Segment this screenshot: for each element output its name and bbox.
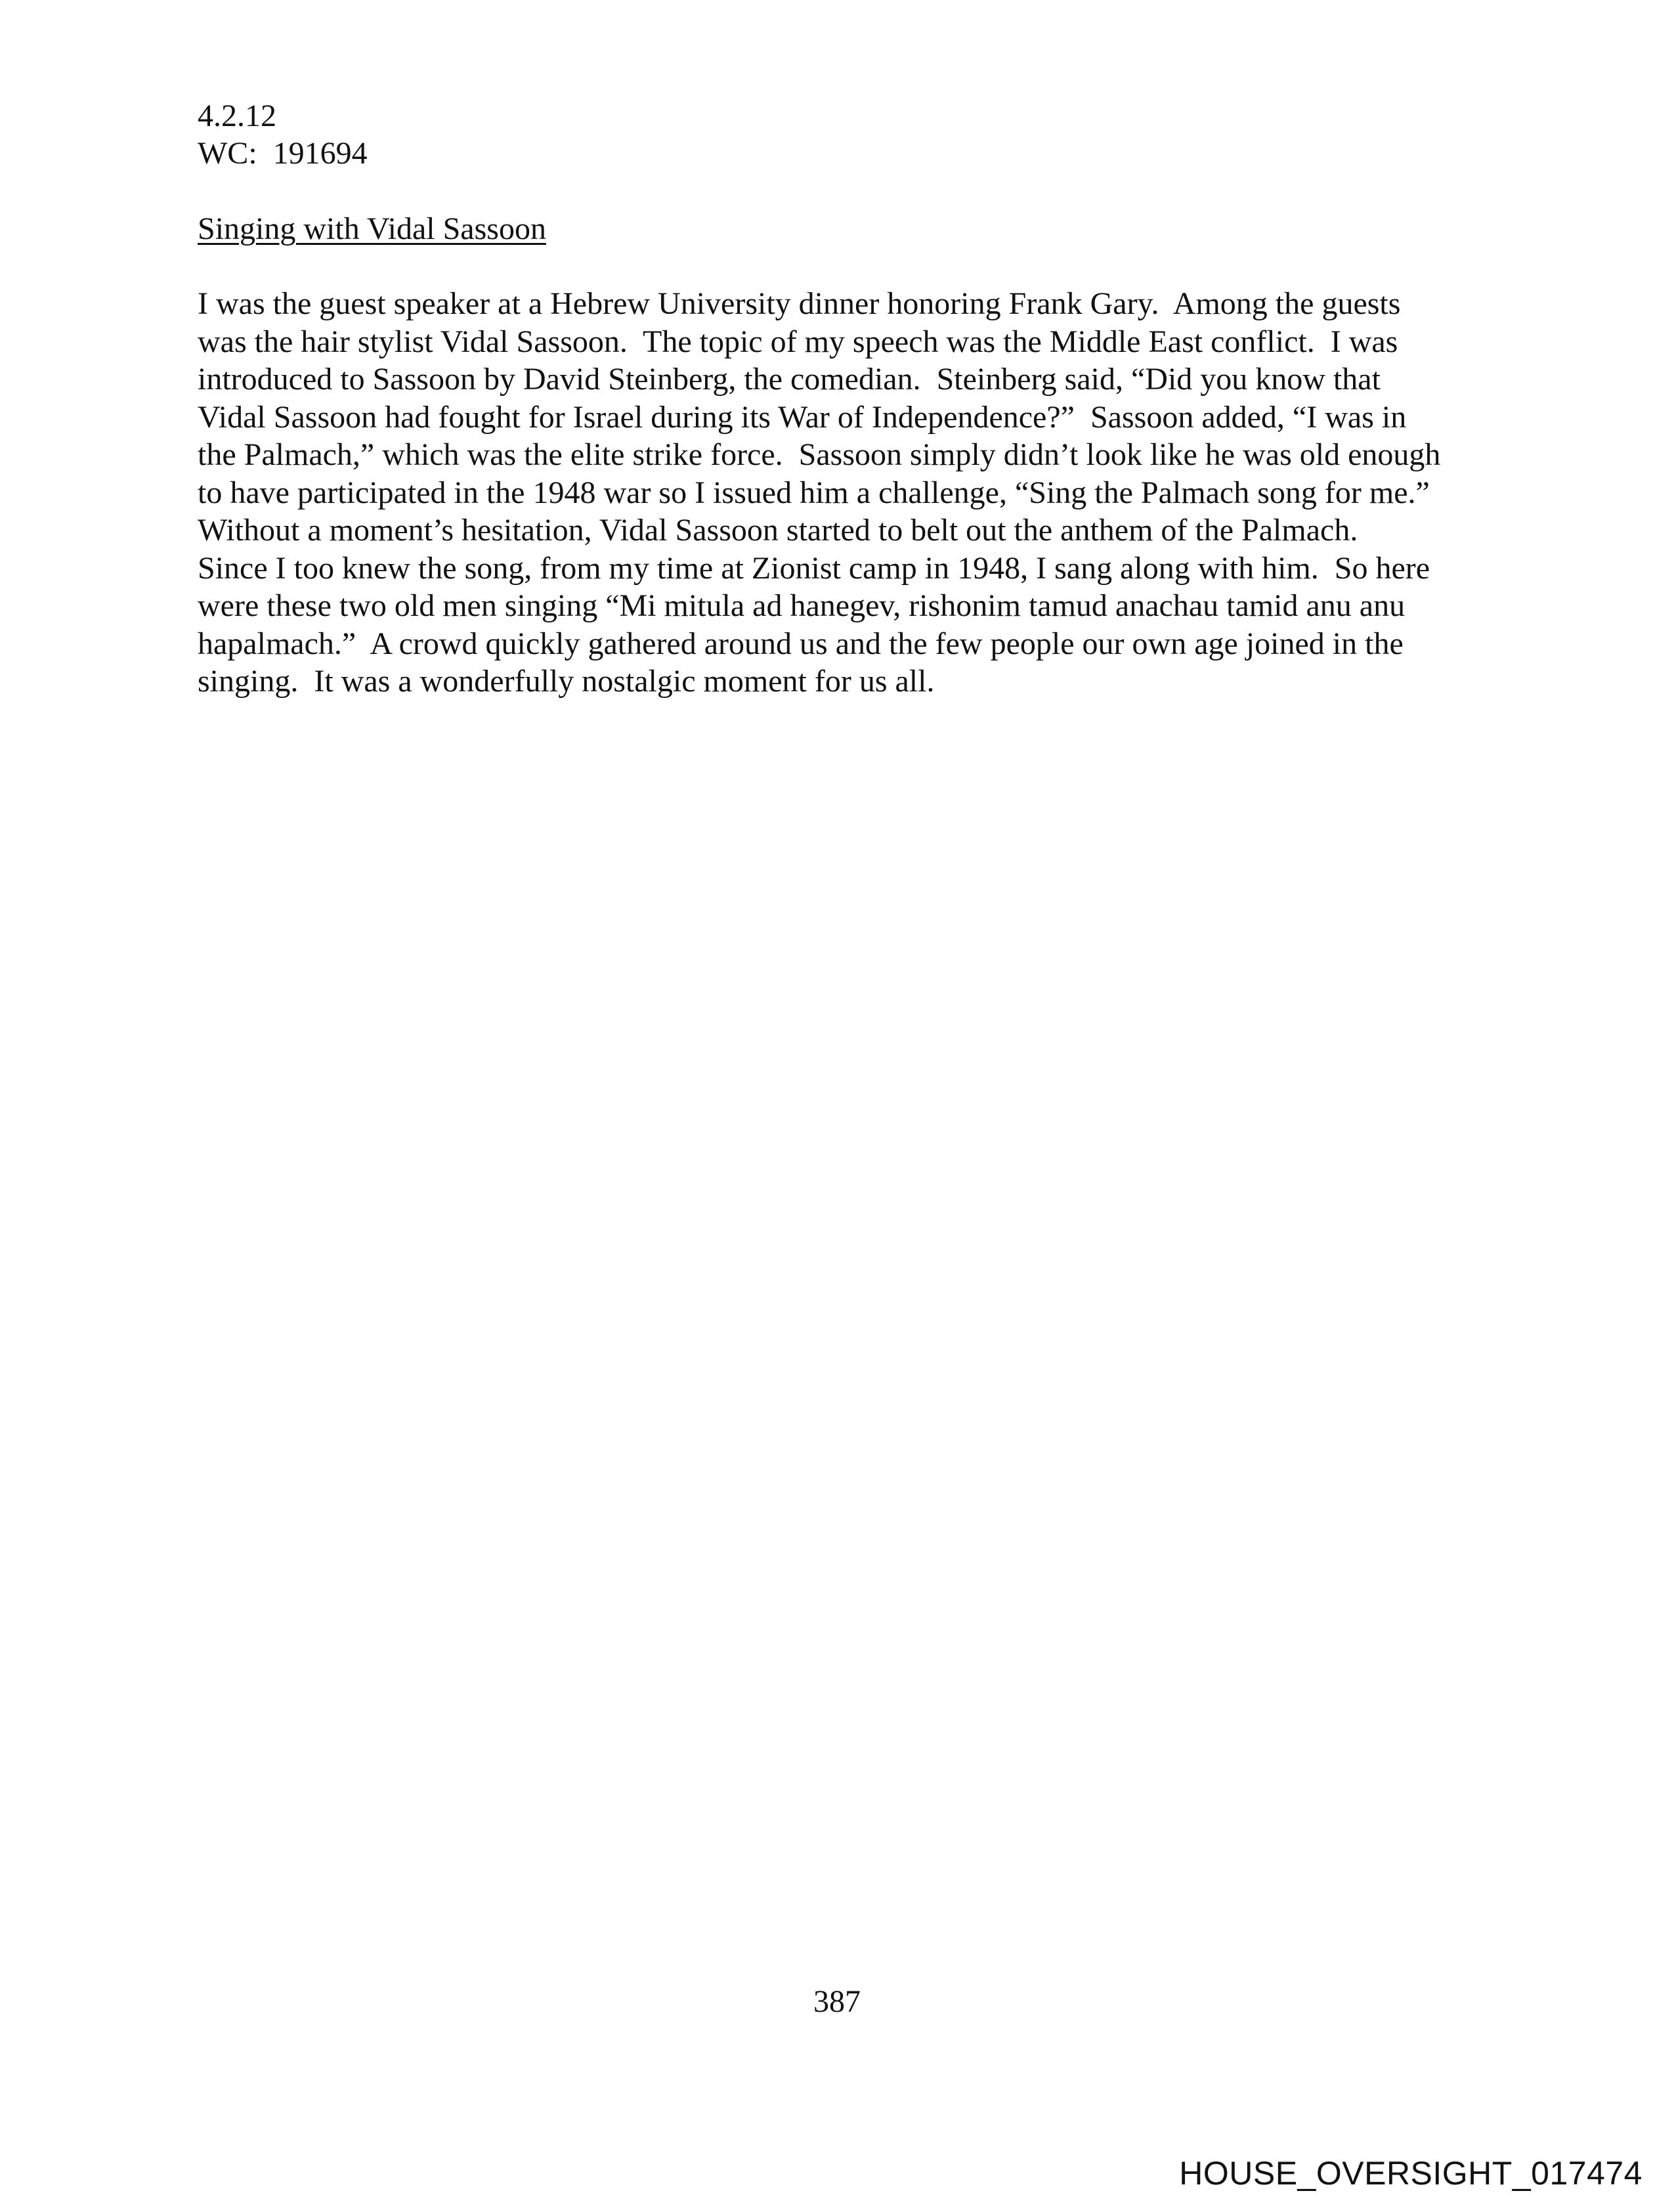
section-title: Singing with Vidal Sassoon xyxy=(198,211,546,246)
page-number: 387 xyxy=(813,1984,861,2019)
paragraph-line: I was the guest speaker at a Hebrew University dinner honoring Frank Gary. Among the guests xyxy=(198,286,1401,321)
word-count: WC: 191694 xyxy=(198,136,368,171)
document-header xyxy=(198,97,368,172)
paragraph-line: was the hair stylist Vidal Sassoon. The topic of my speech was the Middle East conflict. I was xyxy=(198,324,1398,359)
paragraph-line: to have participated in the 1948 war so I issued him a challenge, “Sing the Palmach song for me.” xyxy=(198,475,1430,510)
paragraph-line: singing. It was a wonderfully nostalgic moment for us all. xyxy=(198,664,935,699)
paragraph-line: Since I too knew the song, from my time at Zionist camp in 1948, I sang along with him. So here xyxy=(198,550,1430,586)
paragraph-line: Vidal Sassoon had fought for Israel during its War of Independence?” Sassoon added, “I was in xyxy=(198,399,1407,435)
body-paragraph xyxy=(198,285,1484,701)
paragraph-line: were these two old men singing “Mi mitula ad hanegev, rishonim tamud anachau tamid anu anu xyxy=(198,588,1406,623)
paragraph-line: Without a moment’s hesitation, Vidal Sassoon started to belt out the anthem of the Palmach. xyxy=(198,513,1358,548)
bates-stamp: HOUSE_OVERSIGHT_017474 xyxy=(1179,2155,1642,2192)
paragraph-line: hapalmach.” A crowd quickly gathered around us and the few people our own age joined in the xyxy=(198,626,1404,661)
document-date: 4.2.12 xyxy=(198,98,276,133)
paragraph-line: the Palmach,” which was the elite strike force. Sassoon simply didn’t look like he was old enough xyxy=(198,437,1441,472)
paragraph-line: introduced to Sassoon by David Steinberg, the comedian. Steinberg said, “Did you know that xyxy=(198,362,1381,397)
